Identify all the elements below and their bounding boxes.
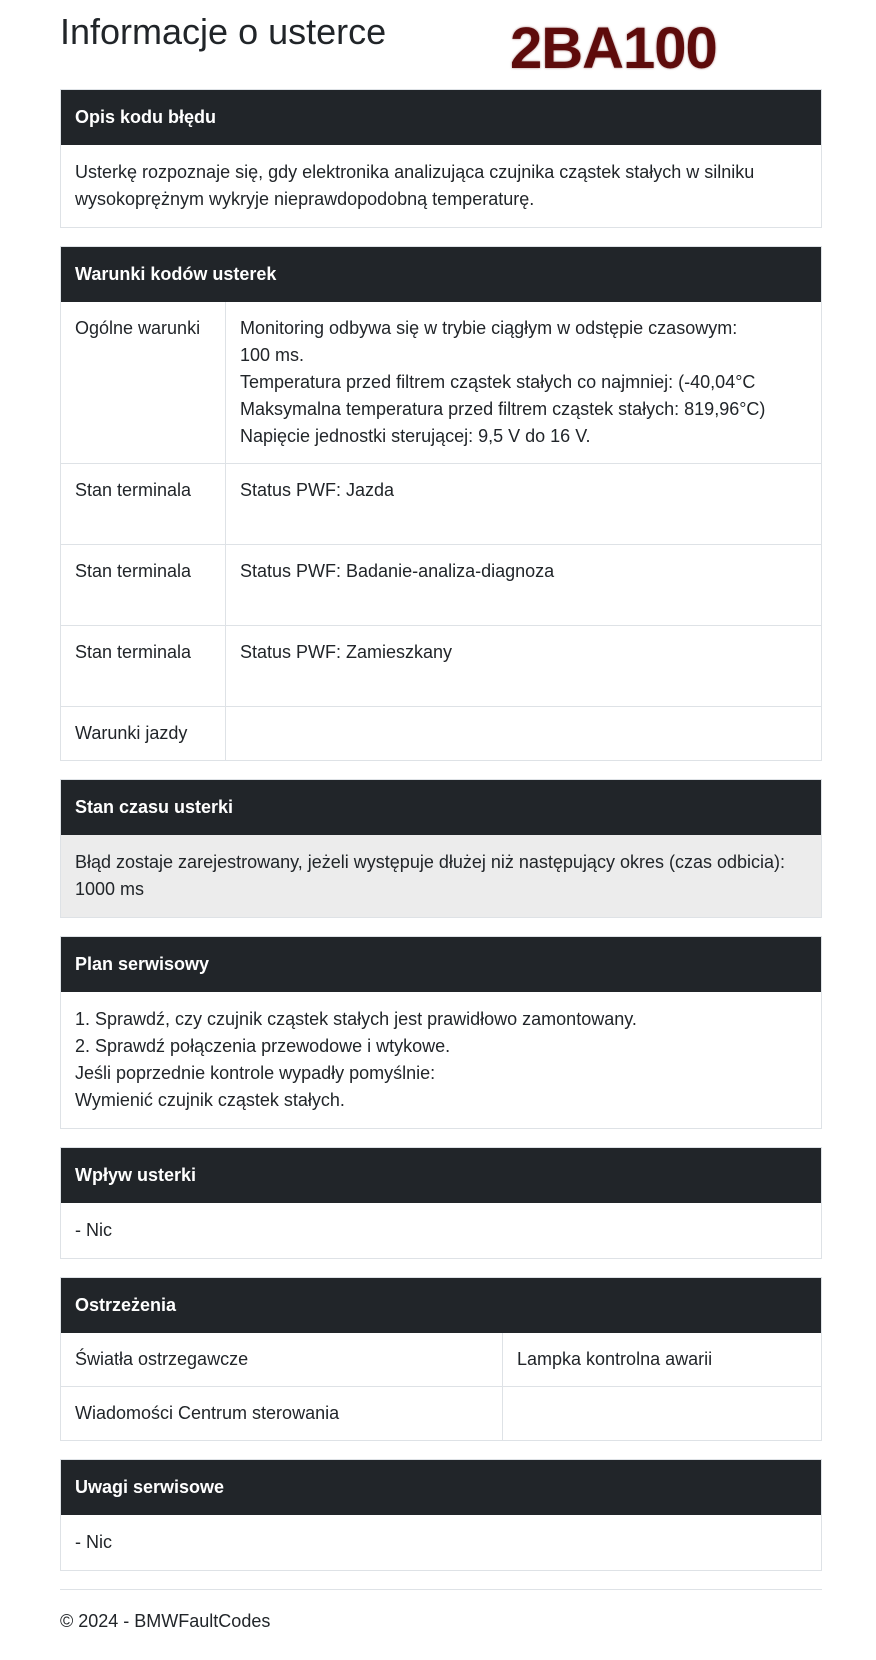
general-condition-line: Napięcie jednostki sterującej: 9,5 V do 16 V.	[240, 426, 591, 446]
general-condition-line: Monitoring odbywa się w trybie ciągłym w odstępie czasowym:	[240, 318, 738, 338]
service-plan-step: Wymienić czujnik cząstek stałych.	[75, 1090, 345, 1110]
warnings-header: Ostrzeżenia	[61, 1278, 821, 1333]
table-row	[61, 626, 821, 707]
service-plan-step: 2. Sprawdź połączenia przewodowe i wtykowe.	[75, 1036, 451, 1056]
terminal-state-label: Stan terminala	[61, 626, 226, 707]
general-condition-line: 100 ms.	[240, 345, 305, 365]
table-row	[61, 707, 821, 761]
table-row	[61, 302, 821, 464]
impact-text: - Nic	[75, 1220, 112, 1240]
warnings-table	[61, 1333, 821, 1440]
general-condition-line: Temperatura przed filtrem cząstek stałych co najmniej: (-40,04°C	[240, 372, 756, 392]
driving-conditions-value	[226, 707, 822, 761]
conditions-card	[60, 246, 822, 761]
description-card	[60, 89, 822, 228]
table-row	[61, 464, 821, 545]
general-conditions-value	[226, 302, 822, 464]
service-plan-step: Jeśli poprzednie kontrole wypadły pomyślnie:	[75, 1063, 436, 1083]
control-center-messages-value	[503, 1387, 822, 1441]
table-row	[61, 1333, 821, 1387]
general-condition-line: Maksymalna temperatura przed filtrem cząstek stałych: 819,96°C)	[240, 399, 766, 419]
warning-lights-label: Światła ostrzegawcze	[61, 1333, 503, 1387]
page-header	[60, 0, 822, 89]
warnings-card	[60, 1277, 822, 1441]
conditions-table	[61, 302, 821, 760]
impact-header: Wpływ usterki	[61, 1148, 821, 1203]
service-notes-text: - Nic	[75, 1532, 112, 1552]
service-notes-card	[60, 1459, 822, 1571]
fault-code-badge: 2BA100	[510, 16, 717, 81]
impact-card	[60, 1147, 822, 1259]
conditions-header: Warunki kodów usterek	[61, 247, 821, 302]
service-plan-card	[60, 936, 822, 1129]
timing-header: Stan czasu usterki	[61, 780, 821, 835]
warning-lights-value: Lampka kontrolna awarii	[517, 1349, 713, 1369]
service-plan-body	[61, 992, 821, 1128]
timing-card	[60, 779, 822, 918]
service-notes-header: Uwagi serwisowe	[61, 1460, 821, 1515]
main-container	[60, 0, 822, 1635]
description-text: Usterkę rozpoznaje się, gdy elektronika analizująca czujnika cząstek stałych w silniku wysokoprężnym wykryje nieprawdopodobną temperaturę.	[75, 162, 755, 209]
footer-copyright: © 2024 - BMWFaultCodes	[60, 1611, 271, 1631]
table-row	[61, 1387, 821, 1441]
terminal-state-label: Stan terminala	[61, 464, 226, 545]
service-plan-header: Plan serwisowy	[61, 937, 821, 992]
general-conditions-label: Ogólne warunki	[61, 302, 226, 464]
description-header: Opis kodu błędu	[61, 90, 821, 145]
timing-text: Błąd zostaje zarejestrowany, jeżeli występuje dłużej niż następujący okres (czas odbicia): 1000 ms	[61, 835, 821, 917]
driving-conditions-label: Warunki jazdy	[61, 707, 226, 761]
terminal-state-label: Stan terminala	[61, 545, 226, 626]
terminal-state-value: Status PWF: Zamieszkany	[226, 626, 822, 707]
page-title: Informacje o usterce	[60, 11, 387, 52]
terminal-state-value: Status PWF: Badanie-analiza-diagnoza	[226, 545, 822, 626]
service-plan-step: 1. Sprawdź, czy czujnik cząstek stałych jest prawidłowo zamontowany.	[75, 1009, 637, 1029]
terminal-state-value: Status PWF: Jazda	[226, 464, 822, 545]
table-row	[61, 545, 821, 626]
control-center-messages-label: Wiadomości Centrum sterowania	[61, 1387, 503, 1441]
